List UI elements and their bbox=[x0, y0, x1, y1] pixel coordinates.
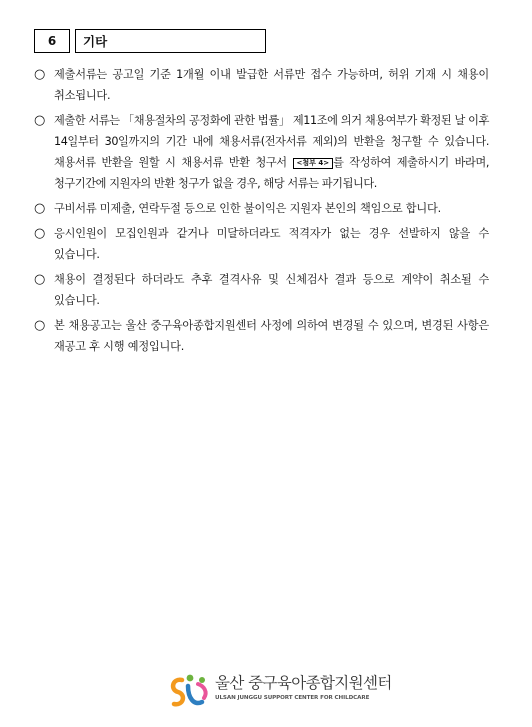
item-text: 응시인원이 모집인원과 같거나 미달하더라도 적격자가 없는 경우 선발하지 않을 수 있습니다. bbox=[54, 227, 489, 261]
org-name-english: ULSAN JUNGGU SUPPORT CENTER FOR CHILDCARE bbox=[215, 695, 370, 701]
list-item bbox=[34, 64, 489, 106]
section-title: 기타 bbox=[75, 29, 266, 53]
circle-bullet-icon: ○ bbox=[34, 201, 46, 216]
section-number: 6 bbox=[34, 29, 70, 53]
notice-list bbox=[34, 64, 489, 361]
circle-bullet-icon: ○ bbox=[34, 113, 46, 128]
footer-logo bbox=[168, 672, 392, 712]
circle-bullet-icon: ○ bbox=[34, 272, 46, 287]
circle-bullet-icon: ○ bbox=[34, 226, 46, 241]
list-item bbox=[34, 269, 489, 311]
item-text: 제출서류는 공고일 기준 1개월 이내 발급한 서류만 접수 가능하며, 허위 기재 시 채용이 취소됩니다. bbox=[54, 68, 489, 102]
item-text: 본 채용공고는 울산 중구육아종합지원센터 사정에 의하여 변경될 수 있으며, 변경된 사항은 재공고 후 시행 예정입니다. bbox=[54, 319, 489, 353]
item-text-part: 제출한 서류는 「채용절차의 공정화에 관한 법률」 제11조에 의거 채용여부가 확정된 날 이후 14일부터 30일까지의 기간 내에 채용서류(전자서류 제외)의 반환을 청구할 수 있습니다. 채용서류 반환을 원할 시 채용서류 반환 청구서 bbox=[54, 114, 489, 169]
list-item bbox=[34, 198, 489, 219]
logo-text bbox=[215, 672, 392, 702]
list-item bbox=[34, 223, 489, 265]
childcare-center-logo-icon bbox=[168, 672, 212, 712]
attachment-label: <첨부 4> bbox=[293, 158, 334, 169]
section-header bbox=[34, 29, 266, 53]
item-text-part: 를 작성하여 제출하시기 바라며, 청구기간에 지원자의 반환 청구가 없을 경우, 해당 서류는 파기됩니다. bbox=[54, 156, 489, 190]
org-name-korean: 울산 중구육아종합지원센터 bbox=[215, 674, 392, 692]
item-text: 구비서류 미제출, 연락두절 등으로 인한 불이익은 지원자 본인의 책임으로 합니다. bbox=[54, 202, 441, 215]
list-item bbox=[34, 315, 489, 357]
item-text bbox=[54, 110, 489, 194]
circle-bullet-icon: ○ bbox=[34, 67, 46, 82]
list-item bbox=[34, 110, 489, 194]
circle-bullet-icon: ○ bbox=[34, 318, 46, 333]
item-text: 채용이 결정된다 하더라도 추후 결격사유 및 신체검사 결과 등으로 계약이 취소될 수 있습니다. bbox=[54, 273, 489, 307]
